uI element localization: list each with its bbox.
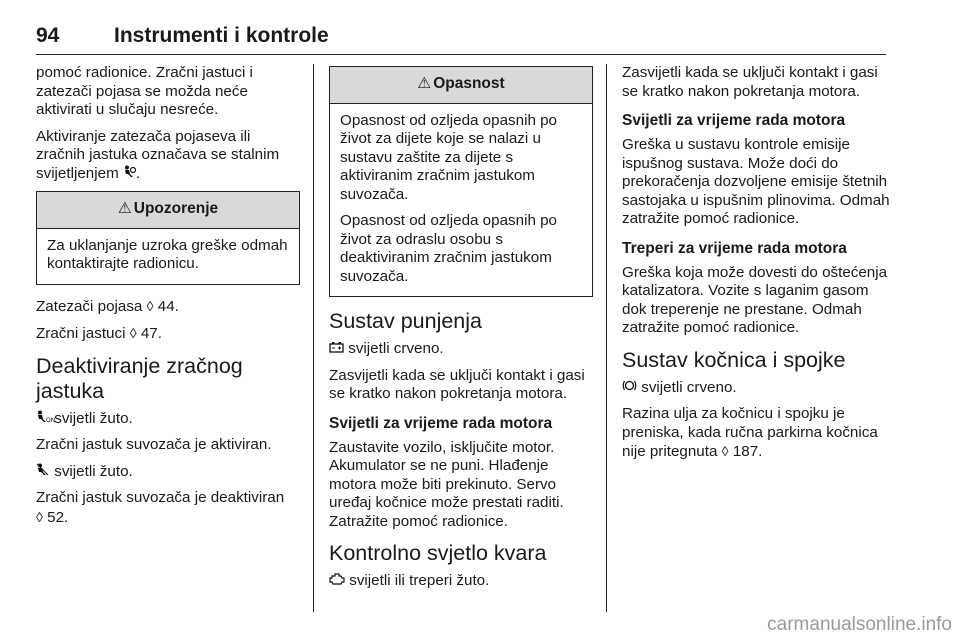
paragraph: Greška u sustavu kontrole emisije ispušnog sustava. Može doći do prekoračenja dozvoljene emisije štetnih sastojaka u ispušnim plinovima. Odmah zatražite pomoć radionice.: [622, 136, 890, 227]
paragraph: Zračni jastuk suvozača je aktiviran.: [36, 436, 272, 453]
sub-heading: Svijetli za vrijeme rada motora: [329, 414, 553, 432]
chapter-title: Instrumenti i kontrole: [114, 24, 329, 47]
danger-text: Opasnost od ozljeda opasnih po život za odraslu osobu s deaktiviranim zračnim jastukom suvozača.: [340, 212, 558, 285]
page-number: 94: [36, 24, 60, 47]
section-heading: Sustav punjenja: [329, 309, 482, 333]
page-reference-icon: ◊: [129, 325, 137, 341]
paragraph: Zaustavite vozilo, isključite motor. Akumulator se ne puni. Hlađenje motora može biti prekinuto. Servo uređaj kočnice može prestati raditi. Zatražite pomoć radionice.: [329, 438, 564, 530]
engine-check-icon: [329, 573, 345, 587]
reference-line: Zatezači pojasa ◊ 44.: [36, 297, 179, 315]
indicator-line: ON svijetli žuto.: [36, 410, 300, 429]
watermark: carmanualsonline.info: [767, 614, 952, 635]
airbag-on-icon: [36, 410, 56, 425]
section-heading: Sustav kočnica i spojke: [622, 347, 846, 372]
airbag-off-icon: [36, 463, 50, 478]
indicator-line: svijetli crveno.: [329, 340, 593, 359]
brake-warning-icon: [622, 379, 637, 394]
paragraph: Greška koja može dovesti do oštećenja katalizatora. Vozite s laganim gasom dok treperenje ne prestane. Odmah zatražite pomoć radionice.: [622, 263, 888, 336]
paragraph: Aktiviranje zatezača pojaseva ili zračnih jastuka označava se stalnim svijetljenjem .: [36, 127, 280, 182]
warning-box: [36, 191, 300, 285]
paragraph: pomoć radionice. Zračni jastuci i zatezači pojasa se možda neće aktivirati u slučaju nesreće.: [36, 64, 253, 118]
paragraph: Zasvijetli kada se uključi kontakt i gasi se kratko nakon pokretanja motora.: [622, 64, 878, 100]
section-heading: Kontrolno svjetlo kvara: [329, 541, 547, 565]
paragraph: Zračni jastuk suvozača je deaktiviran ◊ 52.: [36, 489, 285, 526]
indicator-line: svijetli žuto.: [36, 463, 300, 482]
paragraph: Razina ulja za kočnicu i spojku je preniska, kada ručna parkirna kočnica nije pritegnuta ◊ 187.: [622, 405, 878, 460]
column-right: [622, 64, 890, 470]
indicator-line: svijetli crveno.: [622, 379, 890, 398]
column-divider: [313, 64, 314, 612]
column-left: [36, 64, 300, 535]
page-reference-icon: ◊: [36, 508, 43, 525]
sub-heading: Svijetli za vrijeme rada motora: [622, 112, 846, 129]
indicator-line: svijetli ili treperi žuto.: [329, 572, 593, 591]
danger-title: ⚠ Opasnost: [330, 67, 592, 104]
sub-heading: Treperi za vrijeme rada motora: [622, 239, 847, 257]
svg-text:ON: ON: [46, 416, 56, 424]
danger-text: Opasnost od ozljeda opasnih po život za dijete koje se nalazi u sustavu zaštite za dijete s aktiviranim zračnim jastukom suvozača.: [340, 111, 558, 203]
warning-triangle-icon: ⚠: [117, 200, 132, 217]
warning-title: ⚠ Upozorenje: [37, 192, 299, 229]
column-divider: [606, 64, 607, 612]
reference-line: Zračni jastuci ◊ 47.: [36, 325, 162, 342]
page-reference-icon: ◊: [721, 443, 729, 459]
danger-box: [329, 66, 593, 297]
page-header: [36, 24, 886, 55]
page-reference-icon: ◊: [146, 297, 154, 314]
battery-icon: [329, 341, 344, 355]
column-middle: [329, 64, 593, 599]
warning-text: Za uklanjanje uzroka greške odmah kontaktirajte radionicu.: [47, 236, 288, 272]
airbag-warning-icon: [123, 165, 136, 180]
section-heading: Deaktiviranje zračnog jastuka: [36, 353, 243, 403]
paragraph: Zasvijetli kada se uključi kontakt i gasi se kratko nakon pokretanja motora.: [329, 366, 585, 402]
warning-triangle-icon: ⚠: [417, 75, 432, 92]
